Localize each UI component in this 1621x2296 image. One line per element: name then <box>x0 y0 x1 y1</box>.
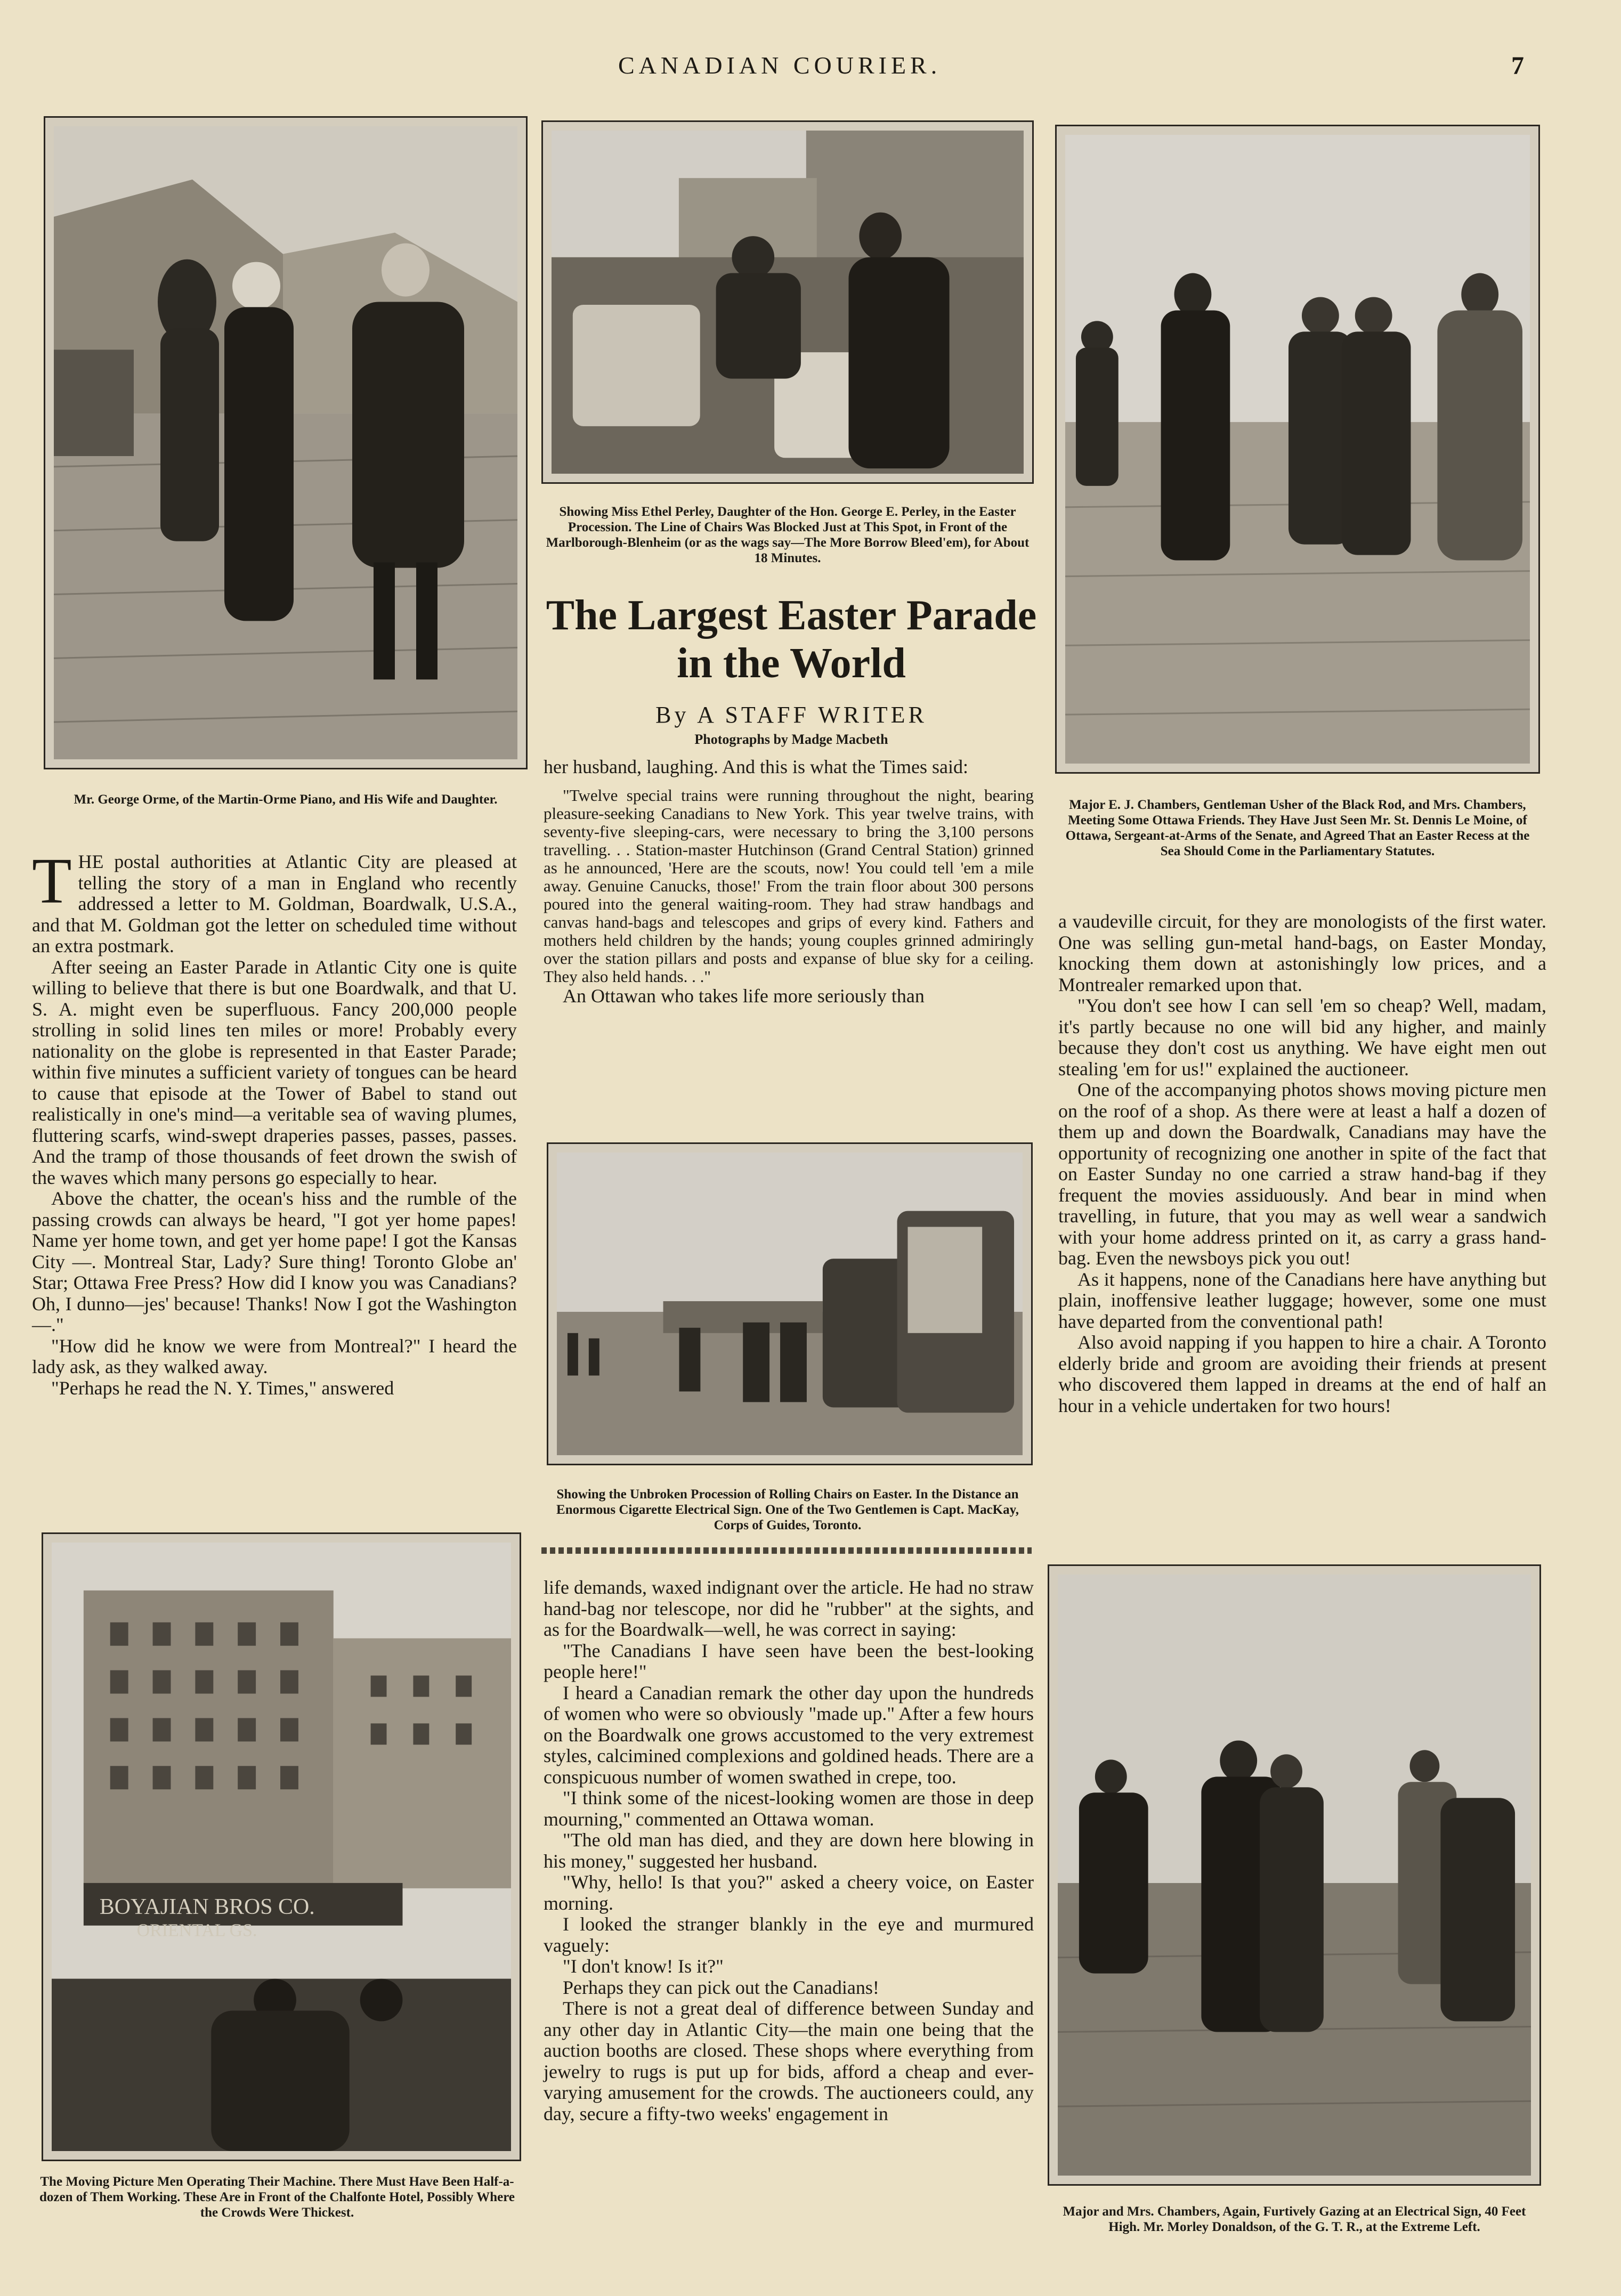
photo-credit: Photographs by Madge Macbeth <box>694 732 888 747</box>
col2-paragraph-8: "Why, hello! Is that you?" asked a cheery voice, on Easter morning. <box>544 1871 1034 1914</box>
col3-paragraph-4: As it happens, none of the Canadians here have anything but plain, inoffensive leather luggage; however, some one must have departed from the conventional path! <box>1058 1268 1546 1332</box>
drop-cap: T <box>32 845 72 917</box>
caption-perley: Showing Miss Ethel Perley, Daughter of the Hon. George E. Perley, in the Easter Procession. The Line of Chairs Was Blocked Just at This Spot, in Front of the Marlborough-Blenheim (or as the wags say—The More Borrow Bleed'em), for About 18 Minutes. <box>546 505 1030 565</box>
publication-title: CANADIAN COURIER. <box>618 52 942 79</box>
article-byline: By A STAFF WRITER <box>655 702 927 728</box>
column-1-text <box>32 845 517 1512</box>
col3-paragraph-2: "You don't see how I can sell 'em so cheap? Well, madam, it's partly because no one will bid any higher, and mainly because they don't cost us anything. We have eight men out stealing 'em for us!" explained the auctioneer. <box>1058 995 1546 1080</box>
page-header <box>0 51 1621 88</box>
col3-paragraph-1: a vaudeville circuit, for they are monologists of the first water. One was selling gun-metal hand-bags, on Easter Monday, knocking them down at astonishingly low prices, and a Montrealer remarked upon that. <box>1058 911 1546 995</box>
chambers-again-photo-image <box>1058 1575 1531 2176</box>
store-sign-text-2: ORIENTAL GS. <box>136 1920 257 1941</box>
column-2-upper-text <box>544 757 1034 1124</box>
photo-perley-procession <box>541 120 1034 484</box>
photo-rolling-chairs <box>547 1142 1033 1465</box>
chambers-photo-image <box>1065 135 1530 764</box>
col2-paragraph-5: I heard a Canadian remark the other day upon the hundreds of women who were so obviously "made up." After a few hours on the Boardwalk one grows accustomed to the very extremest styles, calcimined complexions and goldined heads. There are a conspicuous number of women swathed in crepe, too. <box>544 1682 1034 1788</box>
photo-moving-picture-men <box>42 1532 521 2161</box>
col2-paragraph-4: "The Canadians I have seen have been the best-looking people here!" <box>544 1640 1034 1682</box>
procession-photo-image <box>557 1153 1023 1455</box>
col2-paragraph-2: An Ottawan who takes life more seriously than <box>563 985 925 1007</box>
col1-paragraph-5: "Perhaps he read the N. Y. Times," answered <box>51 1377 394 1399</box>
chalfonte-photo-image <box>52 1543 511 2151</box>
col2-paragraph-10: "I don't know! Is it?" <box>563 1956 724 1977</box>
photo-orme-family <box>44 116 528 769</box>
orme-photo-image <box>54 126 517 759</box>
col1-paragraph-4: "How did he know we were from Montreal?" I heard the lady ask, as they walked away. <box>32 1335 517 1377</box>
caption-procession: Showing the Unbroken Procession of Rolling Chairs on Easter. In the Distance an Enormous Cigarette Electrical Sign. One of the Two Gentlemen is Capt. MacKay, Corps of Guides, Toronto. <box>556 1487 1019 1532</box>
column-2-lower-text <box>544 1577 1034 2254</box>
col2-paragraph-7: "The old man has died, and they are down here blowing in his money," suggested her husband. <box>544 1829 1034 1872</box>
photo-chambers-meeting <box>1055 125 1540 774</box>
col2-paragraph-1: her husband, laughing. And this is what the Times said: <box>544 756 968 777</box>
col2-paragraph-6: "I think some of the nicest-looking women are those in deep mourning," commented an Ottawa woman. <box>544 1787 1034 1830</box>
col3-paragraph-5: Also avoid napping if you happen to hire a chair. A Toronto elderly bride and groom are avoiding their friends at present who discovered them lapped in dreams at the end of half an hour in a vehicle undertaken for two hours! <box>1058 1332 1546 1416</box>
col1-paragraph-1: THE postal authorities at Atlantic City are pleased at telling the story of a man in England who recently addressed a letter to M. Goldman, Boardwalk, U.S.A., and that M. Goldman got the letter on scheduled time without an extra postmark. <box>32 845 517 956</box>
col2-paragraph-12: There is not a great deal of difference between Sunday and any other day in Atlantic City—the main one being that the auction booths are closed. These shops where everything from jewelry to rugs is put up for bids, afford a cheap and ever-varying amusement for the crowds. The auctioneers could, any day, secure a fifty-two weeks' engagement in <box>544 1998 1034 2124</box>
photo-chambers-again <box>1048 1564 1541 2186</box>
section-divider <box>541 1547 1032 1554</box>
col1-paragraph-2: After seeing an Easter Parade in Atlantic City one is quite willing to believe that there is but one Boardwalk, and that U. S. A. might even be superfluous. Fancy 200,000 people strolling in solid lines ten miles or more! Probably every nationality on the globe is represented in that Easter Parade; within five minutes a sufficient variety of tongues can be heard to cause that episode at the Tower of Babel to stand out realistically in one's mind—a veritable sea of waving plumes, fluttering scarfs, wind-swept draperies passes, passes, passes. And the tramp of those thousands of feet drown the swish of the waves which many persons go especially to hear. <box>32 956 517 1188</box>
store-sign-text: BOYAJIAN BROS CO. <box>99 1894 315 1919</box>
col2-paragraph-3: life demands, waxed indignant over the article. He had no straw hand-bag nor telescope, nor did he "rubber" at the sights, and as for the Boardwalk—well, he was correct in saying: <box>544 1577 1034 1640</box>
page-number: 7 <box>1511 52 1524 80</box>
perley-photo-image <box>552 131 1024 474</box>
article-headline: The Largest Easter Parade in the World <box>546 592 1037 687</box>
col2-paragraph-11: Perhaps they can pick out the Canadians! <box>563 1976 879 1998</box>
col2-paragraph-9: I looked the stranger blankly in the eye and murmured vaguely: <box>544 1913 1034 1956</box>
caption-chambers-again: Major and Mrs. Chambers, Again, Furtively Gazing at an Electrical Sign, 40 Feet High. Mr. Morley Donaldson, of the G. T. R., at the Extreme Left. <box>1063 2204 1526 2234</box>
col1-paragraph-3: Above the chatter, the ocean's hiss and the rumble of the passing crowds can always be heard, "I got yer home papes! Name yer home town, and get yer home pape! I got the Kansas City —. Montreal Star, Lady? Sure thing! Toronto Globe an' Star; Ottawa Free Press? How did I know you was Canadians? Oh, I dunno—jes' because! Thanks! Now I got the Washington —." <box>32 1188 517 1335</box>
col2-times-quote: "Twelve special trains were running throughout the night, bearing pleasure-seeking Canadians to New York. This year twelve trains, with seventy-five sleeping-cars, were necessary to bring the 3,100 persons travelling. . . Station-master Hutchinson (Grand Central Station) grinned as he announced, 'Here are the scouts, now! You could tell 'em a mile away. Genuine Canucks, those!' From the train floor about 300 persons poured into the general waiting-room. They had straw handbags and canvas hand-bags and telescopes and grips of every kind. Fathers and mothers held children by the hands; young couples grinned admiringly over the station pillars and posts and expanse of blue sky for a ceiling. They also held hands. . ." <box>544 785 1034 986</box>
col3-paragraph-3: One of the accompanying photos shows moving picture men on the roof of a shop. As there were at least a half a dozen of them up and down the Boardwalk, Canadians may have the opportunity of recognizing one another in spite of the fact that on Easter Sunday no one carried a straw hand-bag if they frequent the movies assiduously. And bear in mind when travelling, in future, that you may as well wear a sandwich with your home address printed on it, as carry a grass hand-bag. Even the newsboys pick you out! <box>1058 1079 1546 1269</box>
caption-orme: Mr. George Orme, of the Martin-Orme Piano, and His Wife and Daughter. <box>74 792 498 807</box>
caption-moving-picture: The Moving Picture Men Operating Their Machine. There Must Have Been Half-a-dozen of Them Working. These Are in Front of the Chalfonte Hotel, Possibly Where the Crowds Were Thickest. <box>39 2175 515 2220</box>
column-3-text <box>1058 911 1546 1551</box>
caption-chambers-meeting: Major E. J. Chambers, Gentleman Usher of the Black Rod, and Mrs. Chambers, Meeting Some Ottawa Friends. They Have Just Seen Mr. St. Dennis Le Moine, of Ottawa, Sergeant-at-Arms of the Senate, and Agreed That an Easter Recess at the Sea Should Come in the Parliamentary Statutes. <box>1065 798 1530 858</box>
